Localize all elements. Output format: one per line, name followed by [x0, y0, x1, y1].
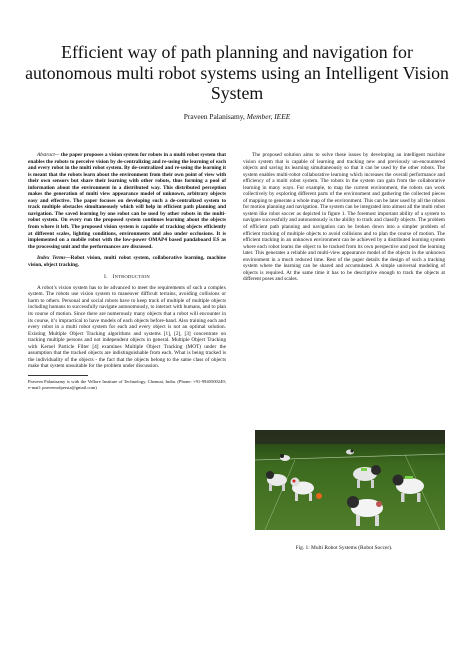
background-wall [255, 430, 445, 444]
section-heading-introduction [28, 274, 226, 281]
index-terms [28, 255, 226, 268]
index-terms-lead: Index Terms [37, 255, 66, 262]
intro-paragraph-left: A robot’s vision system has to be advanced to meet the requirements of such a complex system. The robots use vision system to maneuver difficult terrains, avoiding collisions or harm to others. Personal and social robots have to keep track of multiple of multiple objects including humans to successfully navigate autonomously, to interact with humans, and to plan its course of motion. Since there are numerously many objects that a robot will encounter in its course, it’s impractical to have models of each objects before-hand. Also training each and every robot in a multi robot system for each and every object is not an optimal solution. Existing Multiple Object Tracking algorithms and systems [1], [2], [3] concentrate on tracking multiple persons and not independent objects in general. Multiple Object Tracking with Kernel Particle Filter [4] examines Multiple Object Tracking (MOT) under the assumption that the tracked objects are indistinguishable from each. What is being tracked is the individuality of the objects - the fact that the objects belong to the same class of objects make that system unsuitable for the problem under discussion. [28, 284, 226, 370]
intro-paragraph-right: The proposed solution aims to solve these issues by developing an intelligent machine vision system that is capable of learning and tracking new and previously un-encountered objects and saving its learning simultaneously so that it can be used by the other robots. The system enables multi-robot collaborative learning which increases the overall performance and efficiency of a multi robot system. The robots in the system can gain from the collaborative learning in many ways. For example, to map the current environment, the robots can work collectively by exploring different parts of the environment and gathering the collected pieces of mapping to generate a whole map of the environment. This can be later used by all the robots for motion planning and navigation. The system can be integrated into almost all the multi robot system like robot soccer as depicted in figure 1. The foremost important ability of a system to navigate successfully and autonomously is the ability to track and classify objects. The problem of efficient path planning and navigation can be broken down into a simpler problem of efficient tracking of multiple objects to avoid collisions and to plan the course of motion. The efficient tracking in an unknown environment can be achieved by a distributed learning system where each robot learns the object to be tracked from its own perspective and pool the learning later. This generates a reliable and multi-view appearance model of the objects in the unknown environment in a much reduced time. Rest of the paper details the design of such a tracking system where the learning can be shared and accumulated. A simple universal modeling of objects is required. At the same time it has to be descriptive enough to track the objects at different poses and scales. [243, 152, 445, 283]
author-line [0, 112, 474, 121]
robot-far-center [346, 450, 354, 455]
right-column [243, 152, 445, 283]
section-title-rest: NTRODUCTION [114, 274, 150, 280]
abstract-text: the paper proposes a vision system for robots in a multi robot system that enables the robots to perceive vision by de-centralizing and re-using the learning of each and every robot in the multi robot system. By de-centralized and re-using the learning it is meant that the robots learn about the environment from their own point of view with their own sensors but share their learning with other robots, thus forming a pool of information about the environment in a distributed way. This distributed perception makes the generation of multi view appearance model of unknown, arbitrary objects easy and effective. The paper focuses on developing such a de-centralized system to track multiple obstacles simultaneously which will help in efficient path planning and navigation. The saved learning by one robot can be used by other robots in the multi-robot system. On every run the proposed system continues learning about the objects from where it left. The proposed vision system is capable of tracking objects efficiently at different scales, lighting conditions, environments and also under occlusions. It is implemented on a mobile robot with the low-power OMAP4 based pandaboard ES as the processing unit and the performances are discussed. [28, 152, 226, 250]
soccer-ball [316, 493, 322, 499]
author-role: Member, IEEE [246, 112, 291, 121]
figure-robot-soccer [255, 430, 445, 530]
author-name: Praveen Palanisamy, [183, 112, 247, 121]
figure-caption: Fig. 1: Multi Robot Systems (Robot Soccer). [295, 545, 393, 551]
section-numeral: I. [104, 274, 108, 281]
footnote-divider [28, 375, 88, 376]
paper-title: Efficient way of path planning and navigation for autonomous multi robot systems using an Intelligent Vision System [25, 42, 449, 103]
index-terms-text: —Robot vision, multi robot system, collaborative learning, machine vision, object tracking. [28, 255, 226, 268]
author-footnote: Praveen Palanisamy is with the Vellore Institute of Technology, Chennai, India. (Phone: +91-9940500249; e-mail: praveenofpersia@gmail.com) [28, 378, 226, 390]
section-title-first: I [112, 274, 115, 281]
abstract [28, 152, 226, 250]
robot-soccer-photo [255, 430, 445, 530]
abstract-lead: Abstract— [37, 152, 60, 158]
left-column [28, 152, 226, 390]
